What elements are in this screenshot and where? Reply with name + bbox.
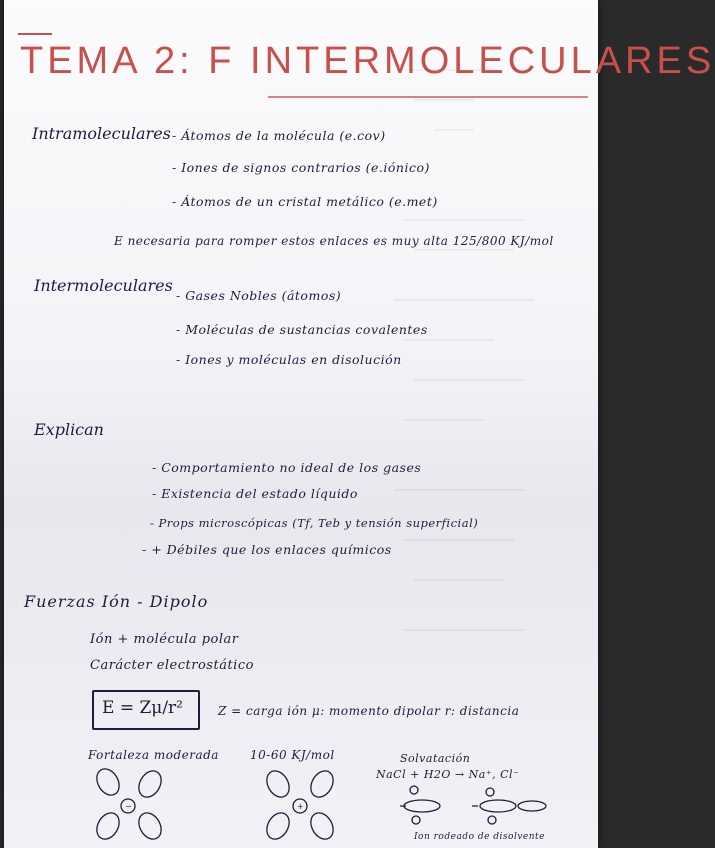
title-overline xyxy=(18,33,52,35)
intra-item: - Átomos de la molécula (e.cov) xyxy=(172,128,386,143)
intra-heading: Intramoleculares xyxy=(32,124,171,143)
inter-item: - Gases Nobles (átomos) xyxy=(176,288,342,303)
intra-item: - Iones de signos contrarios (e.iónico) xyxy=(172,160,430,175)
solvation-caption: Ion rodeado de disolvente xyxy=(414,832,545,842)
explican-heading: Explican xyxy=(34,420,104,439)
title-underline xyxy=(268,96,588,98)
explican-item: - Existencia del estado líquido xyxy=(152,486,358,501)
solvation-sketch xyxy=(400,786,546,824)
notebook-page xyxy=(4,0,715,848)
energy-range: 10-60 KJ/mol xyxy=(250,748,335,762)
svg-text:+: + xyxy=(297,802,304,811)
energy-formula: E = Zμ/r² xyxy=(102,698,183,718)
solvation-equation: NaCl + H2O → Na⁺, Cl⁻ xyxy=(376,768,520,781)
inter-heading: Intermoleculares xyxy=(34,276,173,295)
svg-text:−: − xyxy=(125,802,132,811)
ion-dipolo-heading: Fuerzas Ión - Dipolo xyxy=(24,592,209,611)
ion-dipolo-line: Ión + molécula polar xyxy=(90,632,239,647)
explican-item: - + Débiles que los enlaces químicos xyxy=(142,542,392,557)
formula-legend: Z = carga ión μ: momento dipolar r: distancia xyxy=(218,704,520,718)
strength-label: Fortaleza moderada xyxy=(88,748,219,762)
ion-dipolo-line: Carácter electrostático xyxy=(90,658,254,673)
bleed-through-marks xyxy=(384,40,584,680)
dipole-sketches xyxy=(4,760,598,848)
inter-item: - Iones y moléculas en disolución xyxy=(176,352,402,367)
page-title: TEMA 2: F INTERMOLECULARES xyxy=(20,40,715,82)
inter-item: - Moléculas de sustancias covalentes xyxy=(176,322,428,337)
explican-item: - Comportamiento no ideal de los gases xyxy=(152,460,422,475)
solvation-title: Solvatación xyxy=(400,752,471,765)
explican-item: - Props microscópicas (Tf, Teb y tensión superficial) xyxy=(150,516,479,530)
formula-box xyxy=(92,690,200,730)
energy-note: E necesaria para romper estos enlaces es muy alta 125/800 KJ/mol xyxy=(114,234,554,248)
intra-item: - Átomos de un cristal metálico (e.met) xyxy=(172,194,438,209)
